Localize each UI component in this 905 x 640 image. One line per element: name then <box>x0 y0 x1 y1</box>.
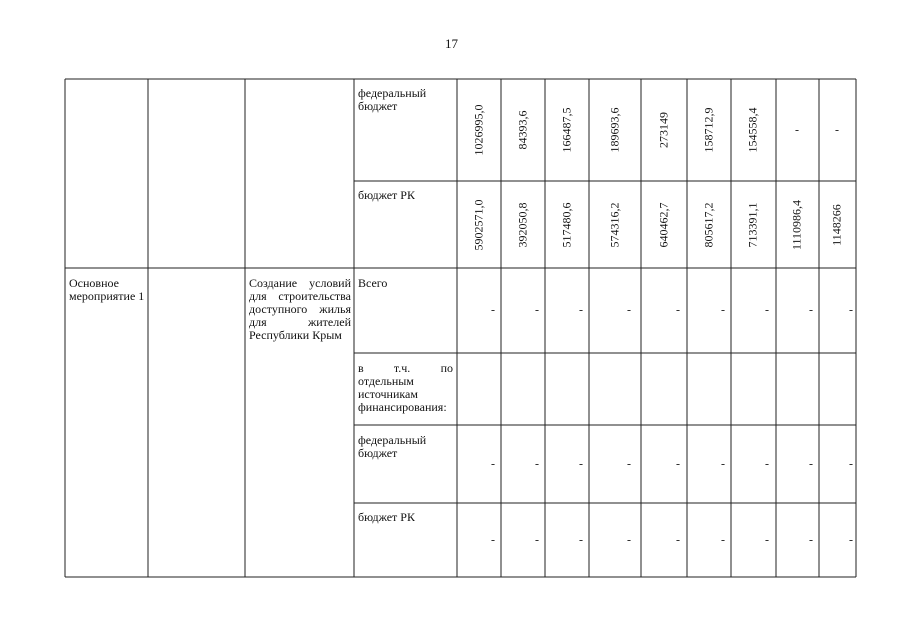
total-dash-9: - <box>849 302 853 317</box>
rk-2-dash-8: - <box>809 532 813 547</box>
federal-value-1: 1026995,0 <box>471 104 486 156</box>
sources-word-3: по <box>440 362 453 375</box>
total-dash-7: - <box>765 302 769 317</box>
total-dash-6: - <box>721 302 725 317</box>
rk-value-7: 713391,1 <box>745 202 760 248</box>
rk-2-dash-7: - <box>765 532 769 547</box>
rk-2-dash-9: - <box>849 532 853 547</box>
federal-2-dash-8: - <box>809 456 813 471</box>
rk-value-9: 1148266 <box>829 204 844 246</box>
rk-value-5: 640462,7 <box>656 202 671 248</box>
description-word-residents: жителей <box>307 315 351 329</box>
total-dash-8: - <box>809 302 813 317</box>
total-dash-5: - <box>676 302 680 317</box>
rk-budget-label: бюджет РК <box>358 189 415 202</box>
total-dash-1: - <box>491 302 495 317</box>
sources-word-1: в <box>358 362 364 375</box>
federal-2-dash-5: - <box>676 456 680 471</box>
rk-2-dash-4: - <box>627 532 631 547</box>
rk-budget-label-2: бюджет РК <box>358 511 415 524</box>
total-label: Всего <box>358 277 388 290</box>
federal-budget-label: федеральный бюджет <box>358 87 427 113</box>
rk-value-4: 574316,2 <box>607 202 622 248</box>
federal-value-7: 154558,4 <box>745 107 760 153</box>
total-dash-4: - <box>627 302 631 317</box>
federal-budget-label-2: федеральный бюджет <box>358 434 427 460</box>
federal-2-dash-3: - <box>579 456 583 471</box>
rk-2-dash-6: - <box>721 532 725 547</box>
rk-2-dash-1: - <box>491 532 495 547</box>
sources-line-3: источникам <box>358 387 418 401</box>
rk-value-1: 5902571,0 <box>471 199 486 251</box>
activity-description <box>249 277 351 342</box>
federal-2-dash-9: - <box>849 456 853 471</box>
federal-2-dash-7: - <box>765 456 769 471</box>
federal-value-2: 84393,6 <box>515 110 530 150</box>
federal-value-6: 158712,9 <box>701 107 716 153</box>
sources-label <box>358 362 453 414</box>
description-line-3: доступного жилья <box>249 302 351 316</box>
main-activity-label: Основное мероприятие 1 <box>69 277 145 303</box>
rk-2-dash-3: - <box>579 532 583 547</box>
federal-2-dash-6: - <box>721 456 725 471</box>
rk-2-dash-2: - <box>535 532 539 547</box>
description-word-for: для <box>249 315 267 329</box>
federal-value-5: 273149 <box>656 112 671 148</box>
rk-2-dash-5: - <box>676 532 680 547</box>
sources-word-2: т.ч. <box>393 362 411 375</box>
federal-2-dash-2: - <box>535 456 539 471</box>
page-number: 17 <box>445 36 458 51</box>
rk-value-6: 805617,2 <box>701 202 716 248</box>
sources-line-4: финансирования: <box>358 400 447 414</box>
federal-value-3: 166487,5 <box>559 107 574 153</box>
description-line-5: Республики Крым <box>249 328 342 342</box>
federal-value-8: - <box>795 122 799 137</box>
federal-2-dash-1: - <box>491 456 495 471</box>
rk-value-3: 517480,6 <box>559 202 574 248</box>
description-line-2: для строительства <box>249 289 351 303</box>
federal-value-9: - <box>835 122 839 137</box>
rk-value-2: 392050,8 <box>515 202 530 248</box>
federal-2-dash-4: - <box>627 456 631 471</box>
sources-line-2: отдельным <box>358 374 414 388</box>
rk-value-8: 1110986,4 <box>789 199 804 251</box>
federal-value-4: 189693,6 <box>607 107 622 153</box>
total-dash-2: - <box>535 302 539 317</box>
description-line-1: Создание условий <box>249 277 351 290</box>
total-dash-3: - <box>579 302 583 317</box>
